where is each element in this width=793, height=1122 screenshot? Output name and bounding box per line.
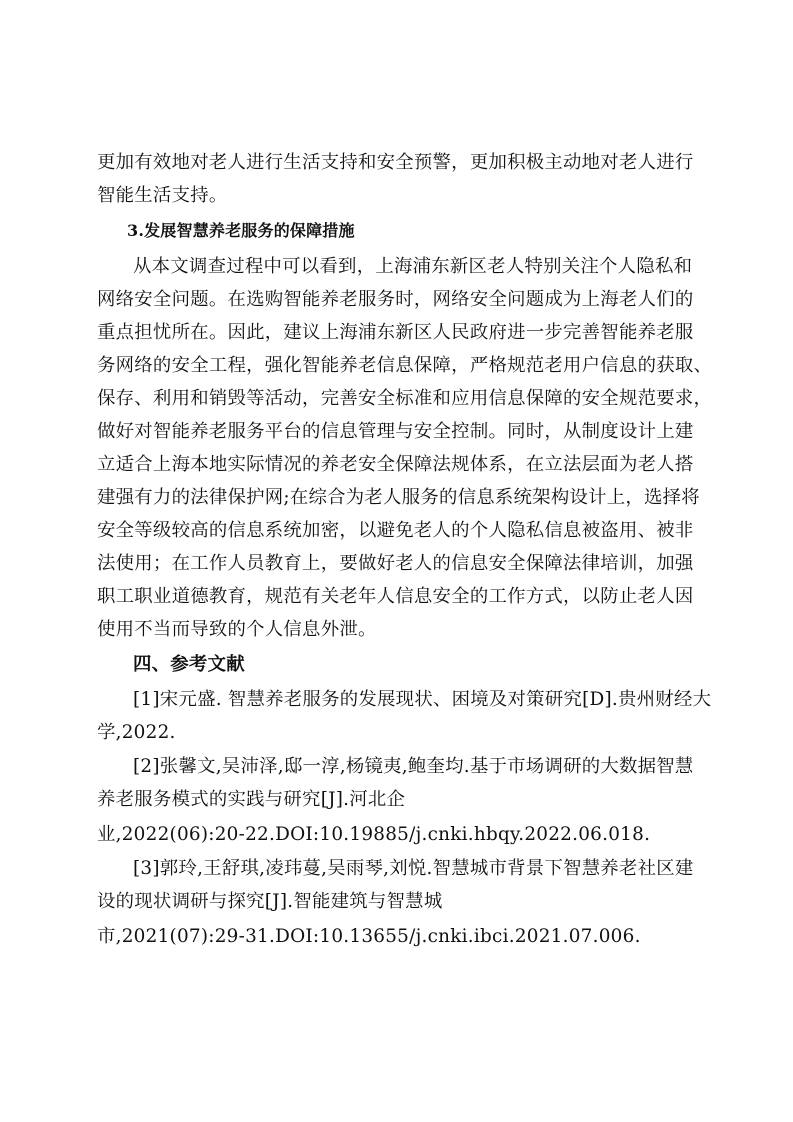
paragraph-line: 务网络的安全工程，强化智能养老信息保障，严格规范老用户信息的获取、 (97, 355, 713, 376)
reference-line: 市,2021(07):29-31.DOI:10.13655/j.cnki.ibci.2021.07.006. (97, 926, 641, 947)
reference-line: 学,2022. (97, 722, 176, 743)
subheading: 3.发展智慧养老服务的保障措施 (127, 221, 355, 240)
paragraph-line: 安全等级较高的信息系统加密，以避免老人的个人隐私信息被盗用、被非 (97, 520, 694, 541)
reference-line: [1]宋元盛. 智慧养老服务的发展现状、困境及对策研究[D].贵州财经大 (133, 689, 712, 710)
paragraph-line: 使用不当而导致的个人信息外泄。 (97, 619, 377, 640)
reference-line: 设的现状调研与探究[J].智能建筑与智慧城 (97, 891, 443, 912)
paragraph-line: 从本文调查过程中可以看到，上海浦东新区老人特别关注个人隐私和 (133, 256, 693, 277)
paragraph-line: 法使用；在工作人员教育上，要做好老人的信息安全保障法律培训，加强 (97, 553, 694, 574)
paragraph-line: 重点担忧所在。因此，建议上海浦东新区人民政府进一步完善智能养老服 (97, 322, 694, 343)
reference-line: [3]郭玲,王舒琪,凌玮蔓,吴雨琴,刘悦.智慧城市背景下智慧养老社区建 (133, 858, 694, 879)
paragraph-line: 建强有力的法律保护网;在综合为老人服务的信息系统架构设计上，选择将 (97, 487, 700, 508)
section-heading: 四、参考文献 (133, 654, 245, 675)
reference-line: [2]张馨文,吴沛泽,邸一淳,杨镜夷,鲍奎均.基于市场调研的大数据智慧 (133, 756, 694, 777)
paragraph-line: 保存、利用和销毁等活动，完善安全标准和应用信息保障的安全规范要求， (97, 388, 713, 409)
reference-line: 养老服务模式的实践与研究[J].河北企 (97, 789, 406, 810)
paragraph-line: 立适合上海本地实际情况的养老安全保障法规体系，在立法层面为老人搭 (97, 454, 694, 475)
paragraph-line: 智能生活支持。 (97, 185, 228, 206)
paragraph-line: 做好对智能养老服务平台的信息管理与安全控制。同时，从制度设计上建 (97, 421, 694, 442)
reference-line: 业,2022(06):20-22.DOI:10.19885/j.cnki.hbqy.2022.06.018. (97, 824, 651, 845)
paragraph-line: 网络安全问题。在选购智能养老服务时，网络安全问题成为上海老人们的 (97, 289, 694, 310)
paragraph-line: 更加有效地对老人进行生活支持和安全预警，更加积极主动地对老人进行 (97, 152, 694, 173)
paragraph-line: 职工职业道德教育，规范有关老年人信息安全的工作方式，以防止老人因 (97, 586, 694, 607)
